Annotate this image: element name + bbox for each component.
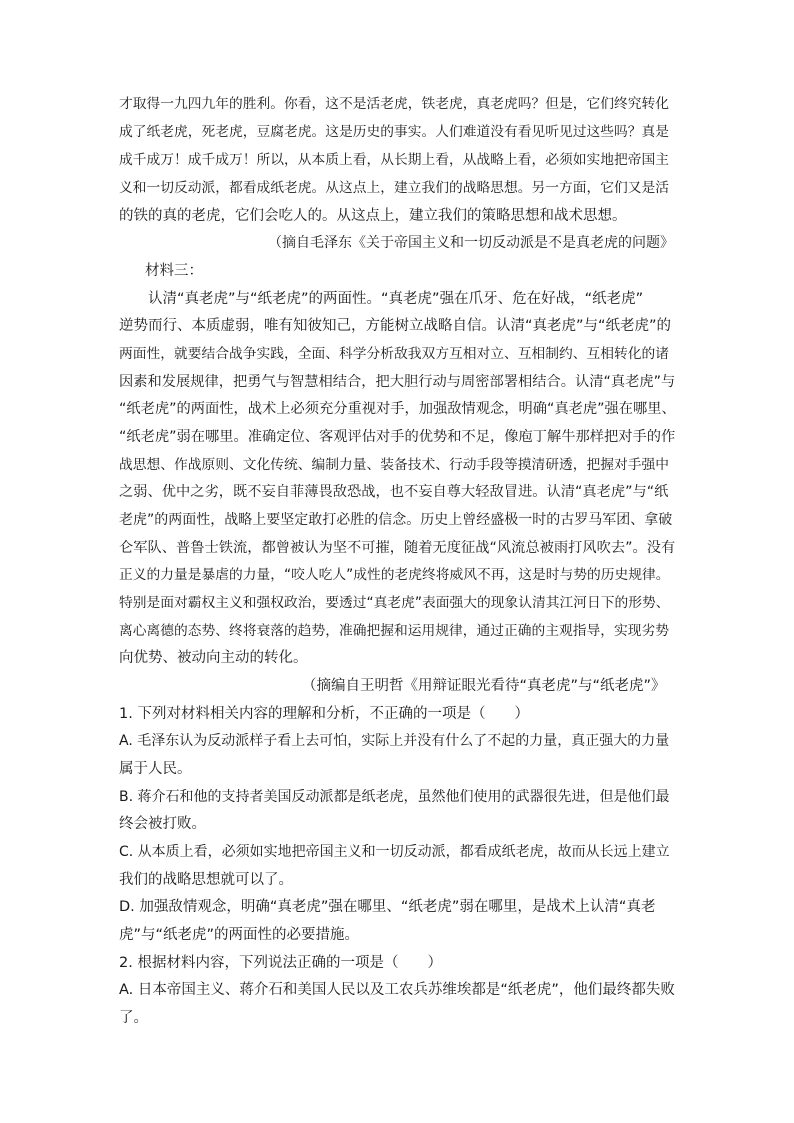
question1-stem: 1. 下列对材料相关内容的理解和分析，不正确的一项是（ ） xyxy=(119,706,529,722)
material3-line: 因素和发展规律，把勇气与智慧相结合，把大胆行动与周密部署相结合。认清“真老虎”与 xyxy=(119,374,676,390)
question1-option-line: 终会被打败。 xyxy=(119,816,206,832)
material2-line: 成了纸老虎，死老虎，豆腐老虎。这是历史的事实。人们难道没有看见听见过这些吗？真是 xyxy=(119,124,670,140)
material2-line: 成千成万！成千成万！所以，从本质上看，从长期上看，从战略上看，必须如实地把帝国主 xyxy=(119,152,670,168)
material3-line: 战思想、作战原则、文化传统、编制力量、装备技术、行动手段等摸清研透，把握对手强中 xyxy=(119,457,670,473)
question2-stem: 2. 根据材料内容，下列说法正确的一项是（ ） xyxy=(119,955,442,971)
material3-heading: 材料三： xyxy=(145,263,203,279)
material3-line: 老虎”的两面性，战略上要坚定敢打必胜的信念。历史上曾经盛极一时的古罗马军团、拿破 xyxy=(119,512,673,528)
question2-option-line: A. 日本帝国主义、蒋介石和美国人民以及工农兵苏维埃都是“纸老虎”，他们最终都失败 xyxy=(119,982,675,998)
material3-line: 认清“真老虎”与“纸老虎”的两面性。“真老虎”强在爪牙、危在好战，“纸老虎” xyxy=(148,291,644,307)
material3-line: 两面性，就要结合战争实践，全面、科学分析敌我双方互相对立、互相制约、互相转化的诸 xyxy=(119,346,670,362)
question1-option-line: C. 从本质上看，必须如实地把帝国主义和一切反动派，都看成纸老虎，故而从长远上建立 xyxy=(119,844,670,860)
question1-option-line: D. 加强敌情观念，明确“真老虎”强在哪里、“纸老虎”弱在哪里，是战术上认清“真老 xyxy=(119,899,656,915)
material2-source: （摘自毛泽东《关于帝国主义和一切反动派是不是真老虎的问题》 xyxy=(268,235,674,251)
question1-option-line: A. 毛泽东认为反动派样子看上去可怕，实际上并没有什么了不起的力量，真正强大的力量 xyxy=(119,733,670,749)
material3-line: 之弱、优中之劣，既不妄自菲薄畏敌恐战，也不妄自尊大轻敌冒进。认清“真老虎”与“纸 xyxy=(119,484,669,500)
material3-line: “纸老虎”弱在哪里。准确定位、客观评估对手的优势和不足，像庖丁解牛那样把对手的作 xyxy=(119,429,676,445)
material2-line: 才取得一九四九年的胜利。你看，这不是活老虎，铁老虎，真老虎吗？但是，它们终究转化 xyxy=(119,96,670,112)
material2-line: 的铁的真的老虎，它们会吃人的。从这点上，建立我们的策略思想和战术思想。 xyxy=(119,208,627,224)
question1-option-line: 属于人民。 xyxy=(119,761,192,777)
material2-line: 义和一切反动派，都看成纸老虎。从这点上，建立我们的战略思想。另一方面，它们又是活 xyxy=(119,180,670,196)
material3-source: （摘编自王明哲《用辩证眼光看待“真老虎”与“纸老虎”》 xyxy=(302,678,666,694)
material3-line: 向优势、被动向主动的转化。 xyxy=(119,650,308,666)
material3-line: 正义的力量是暴虐的力量，“咬人吃人”成性的老虎终将威风不再，这是时与势的历史规律。 xyxy=(119,567,670,583)
material3-line: 离心离德的态势、终将衰落的趋势，准确把握和运用规律，通过正确的主观指导，实现劣势 xyxy=(119,623,670,639)
question1-option-line: B. 蒋介石和他的支持者美国反动派都是纸老虎，虽然他们使用的武器很先进，但是他们最 xyxy=(119,789,670,805)
question1-option-line: 我们的战略思想就可以了。 xyxy=(119,872,293,888)
material3-line: 特别是面对霸权主义和强权政治，要透过“真老虎”表面强大的现象认清其江河日下的形势、 xyxy=(119,595,670,611)
material3-line: “纸老虎”的两面性，战术上必须充分重视对手，加强敌情观念，明确“真老虎”强在哪里、 xyxy=(119,401,676,417)
material3-line: 逆势而行、本质虚弱，唯有知彼知己，方能树立战略自信。认清“真老虎”与“纸老虎”的 xyxy=(119,318,672,334)
question2-option-line: 了。 xyxy=(119,1010,148,1026)
material3-line: 仑军队、普鲁士铁流，都曾被认为坚不可摧，随着无度征战“风流总被雨打风吹去”。没有 xyxy=(119,540,676,556)
question1-option-line: 虎”与“纸老虎”的两面性的必要措施。 xyxy=(119,927,360,943)
